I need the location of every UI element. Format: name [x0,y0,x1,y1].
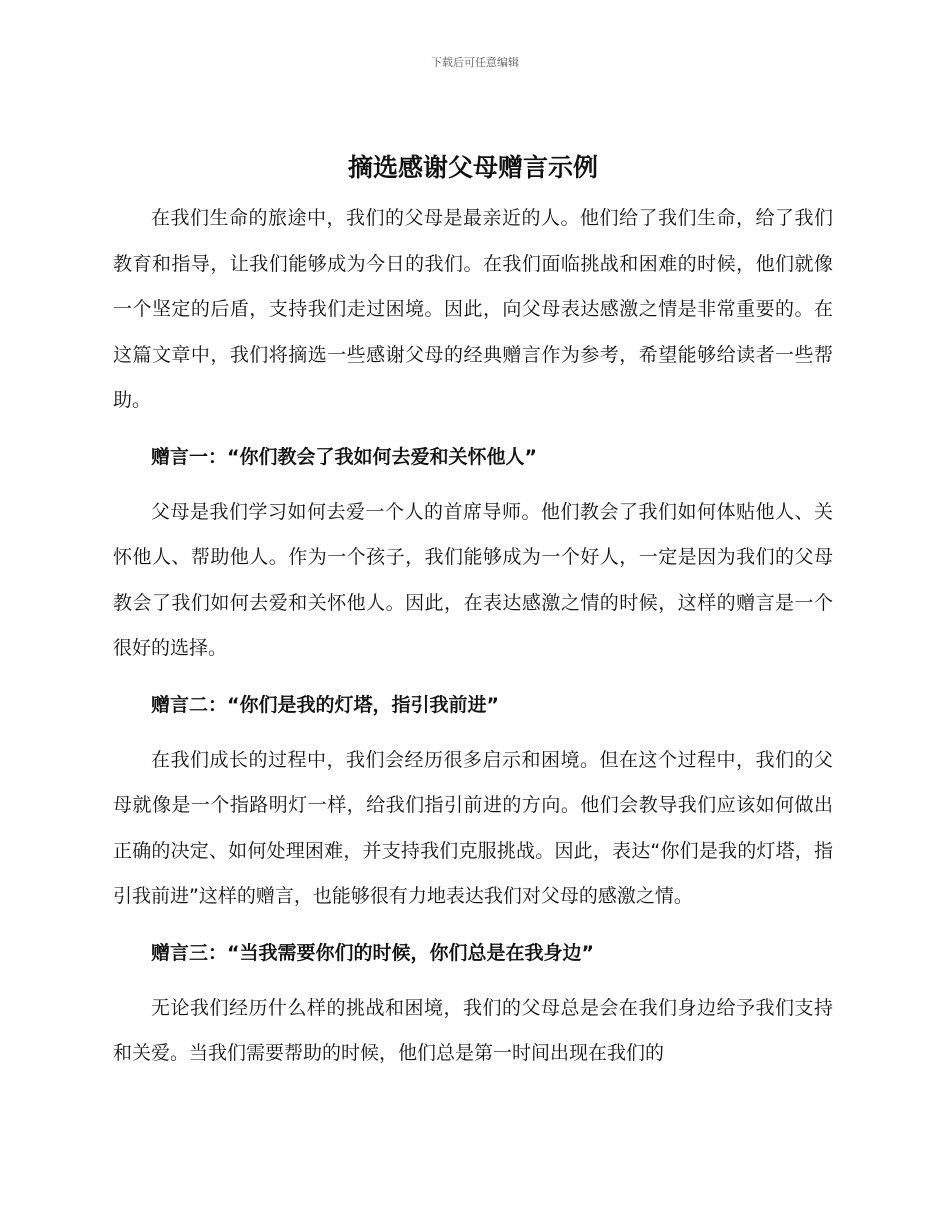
section-paragraph: 在我们成长的过程中，我们会经历很多启示和困境。但在这个过程中，我们的父母就像是一个指路明灯一样，给我们指引前进的方向。他们会教导我们应该如何做出正确的决定、如何处理困难，并支持我们克服挑战。因此，表达“你们是我的灯塔，指引我前进”这样的赠言，也能够很有力地表达我们对父母的感激之情。 [113,748,833,907]
document-body [113,148,833,1077]
section-heading: 赠言三：“当我需要你们的时候，你们总是在我身边” [151,941,594,964]
section-heading: 赠言二：“你们是我的灯塔，指引我前进” [151,693,499,716]
intro-paragraph: 在我们生命的旅途中，我们的父母是最亲近的人。他们给了我们生命，给了我们教育和指导，让我们能够成为今日的我们。在我们面临挑战和困难的时候，他们就像一个坚定的后盾，支持我们走过困境。因此，向父母表达感激之情是非常重要的。在这篇文章中，我们将摘选一些感谢父母的经典赠言作为参考，希望能够给读者一些帮助。 [113,207,833,411]
section-paragraph: 无论我们经历什么样的挑战和困境，我们的父母总是会在我们身边给予我们支持和关爱。当我们需要帮助的时候，他们总是第一时间出现在我们的 [113,996,833,1064]
section-paragraph: 父母是我们学习如何去爱一个人的首席导师。他们教会了我们如何体贴他人、关怀他人、帮助他人。作为一个孩子，我们能够成为一个好人，一定是因为我们的父母教会了我们如何去爱和关怀他人。因此，在表达感激之情的时候，这样的赠言是一个很好的选择。 [113,500,833,659]
section-heading: 赠言一：“你们教会了我如何去爱和关怀他人” [151,445,537,468]
page-header-note: 下载后可任意编辑 [431,56,519,69]
section-3 [113,938,833,1077]
section-2 [113,690,833,920]
document-title: 摘选感谢父母赠言示例 [347,153,598,182]
section-1 [113,442,833,672]
